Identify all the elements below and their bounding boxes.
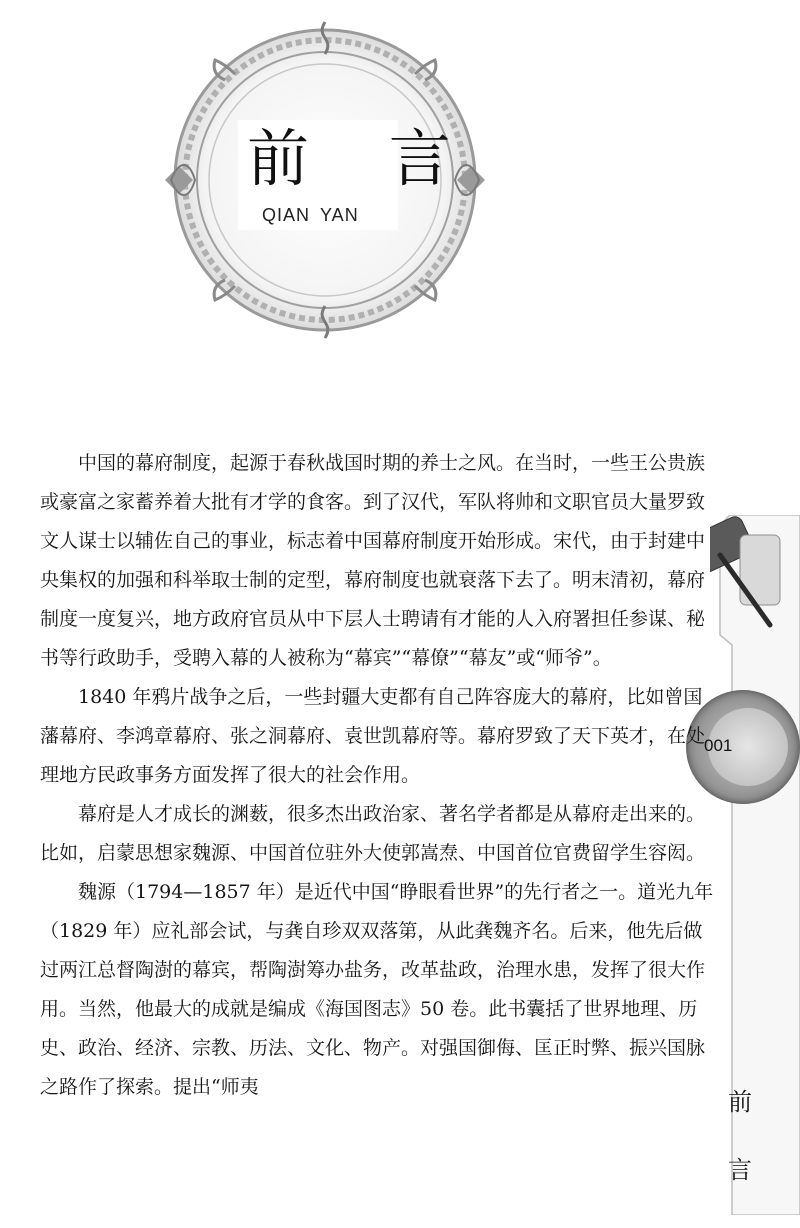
paragraph: 幕府是人才成长的渊薮，很多杰出政治家、著名学者都是从幕府走出来的。比如，启蒙思想家魏源、中国首位驻外大使郭嵩焘、中国首位官费留学生容闳。: [40, 803, 706, 864]
preface-body: [40, 444, 720, 1107]
page-title-pinyin: [262, 205, 359, 226]
margin-label-char-1: 前: [728, 1088, 752, 1116]
paragraph: 1840 年鸦片战争之后，一些封疆大吏都有自己阵容庞大的幕府，比如曾国藩幕府、李鸿章幕府、张之洞幕府、袁世凯幕府等。幕府罗致了天下英才，在处理地方民政事务方面发挥了很大的社会作用。: [40, 686, 706, 786]
margin-label-char-2: 言: [728, 1156, 752, 1184]
margin-tab: [710, 515, 800, 1215]
margin-tab-shape-icon: [710, 515, 800, 1215]
paragraph: 魏源（1794—1857 年）是近代中国“睁眼看世界”的先行者之一。道光九年（1829 年）应礼部会试，与龚自珍双双落第，从此龚魏齐名。后来，他先后做过两江总督陶澍的幕宾，帮陶澍筹办盐务，改革盐政，治理水患，发挥了很大作用。当然，他最大的成就是编成《海国图志》50 卷。此书囊括了世界地理、历史、政治、经济、宗教、历法、文化、物产。对强国御侮、匡正时弊、振兴国脉之路作了探索。提出“师夷: [40, 881, 714, 1098]
page-title: 前 言: [247, 122, 481, 195]
page-number: 001: [704, 736, 733, 755]
paragraph: 中国的幕府制度，起源于春秋战国时期的养士之风。在当时，一些王公贵族或豪富之家蓄养着大批有才学的食客。到了汉代，军队将帅和文职官员大量罗致文人谋士以辅佐自己的事业，标志着中国幕府制度开始形成。宋代，由于封建中央集权的加强和科举取士制的定型，幕府制度也就衰落下去了。明末清初，幕府制度一度复兴，地方政府官员从中下层人士聘请有才能的人入府署担任参谋、秘书等行政助手，受聘入幕的人被称为“幕宾”“幕僚”“幕友”或“师爷”。: [40, 452, 706, 669]
pinyin-qian: QIAN: [262, 205, 311, 225]
pinyin-yan: YAN: [320, 205, 359, 225]
